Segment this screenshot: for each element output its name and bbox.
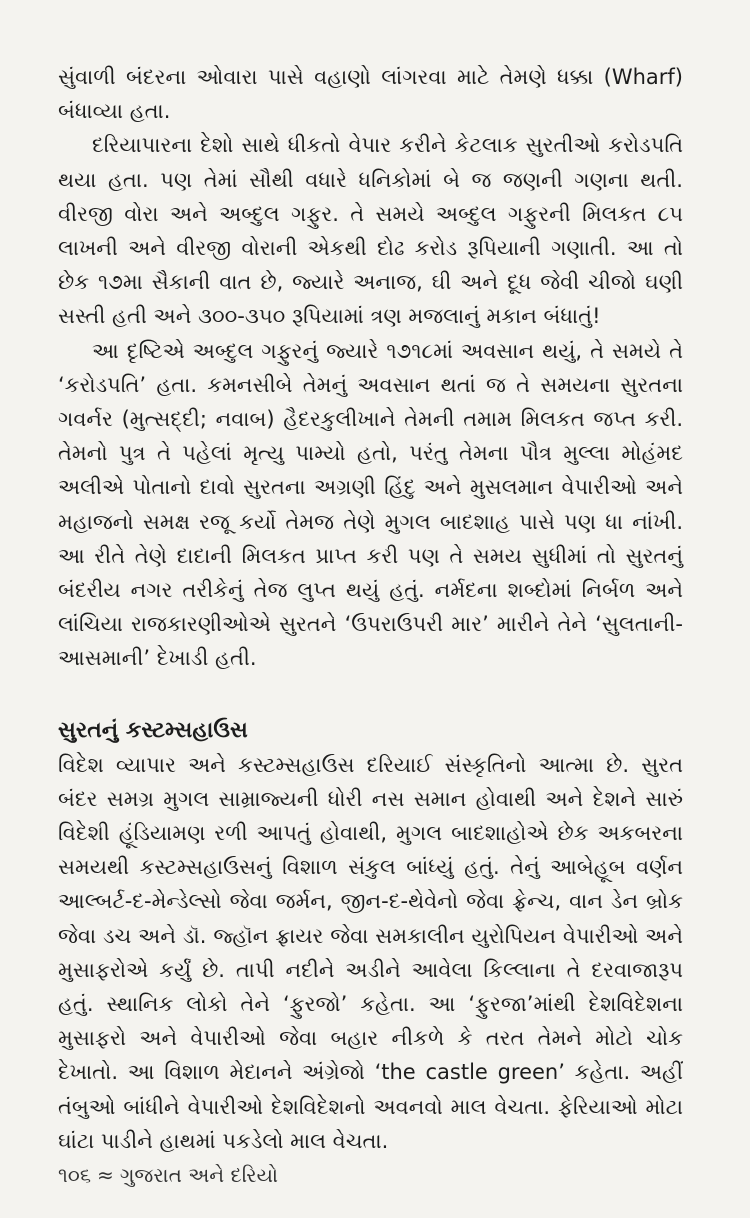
footer-separator: ≈ [97, 1163, 114, 1187]
paragraph-wharf: સુંવાળી બંદરના ઓવારા પાસે વહાણો લાંગરવા માટે તેમણે ધક્કા (Wharf) બંધાવ્યા હતા. [58, 65, 683, 124]
paragraph-customs-house: વિદેશ વ્યાપાર અને કસ્ટમ્સહાઉસ દરિયાઈ સંસ્કૃતિનો આત્મા છે. સુરત બંદર સમગ્ર મુગલ સામ્રાજ્યની ધોરી નસ સમાન હોવાથી અને દેશને સારું વિદેશી હૂંડિયામણ રળી આપતું હોવાથી, મુગલ બાદશાહોએ છેક અકબરના સમયથી કસ્ટમ્સહાઉસનું વિશાળ સંકુલ બાંધ્યું હતું. તેનું આબેહૂબ વર્ણન આલ્બર્ટ-દ-મેન્ડેલ્સો જેવા જર્મન, જીન-દ-થેવેનો જેવા ફ્રેન્ચ, વાન ડેન બ્રોક જેવા ડચ અને ડૉ. જ્હૉન ફ્રાયર જેવા સમકાલીન યુરોપિયન વેપારીઓ અને મુસાફરોએ કર્યું છે. તાપી નદીને અડીને આવેલા કિલ્લાના તે દરવાજારૂપ હતું. સ્થાનિક લોકો તેને ‘ફુરજો’ કહેતા. આ ‘ફુરજા’માંથી દેશવિદેશના મુસાફરો અને વેપારીઓ જેવા બહાર નીકળે કે તરત તેમને મોટો ચોક દેખાતો. આ વિશાળ મેદાનને અંગ્રેજો ‘the castle green’ કહેતા. અહીં તંબુઓ બાંધીને વેપારીઓ દેશવિદેશનો અવનવો માલ વેચતા. ફેરિયાઓ મોટા ઘાંટા પાડીને હાથમાં પકડેલો માલ વેચતા. [58, 752, 683, 1153]
section-heading: સુરતનું કસ્ટમ્સહાઉસ [58, 717, 248, 743]
book-title: ગુજરાત અને દરિયો [119, 1163, 278, 1187]
page-number: ૧૦૬ [58, 1163, 92, 1187]
page-body [58, 60, 683, 1158]
paragraph-rich-merchants: દરિયાપારના દેશો સાથે ધીકતો વેપાર કરીને કેટલાક સુરતીઓ કરોડપતિ થયા હતા. પણ તેમાં સૌથી વધારે ધનિકોમાં બે જ જણની ગણના થતી. વીરજી વોરા અને અબ્દુલ ગફુર. તે સમયે અબ્દુલ ગફુરની મિલકત ૮૫ લાખની અને વીરજી વોરાની એકથી દોઢ કરોડ રૂપિયાની ગણાતી. આ તો છેક ૧૭મા સૈકાની વાત છે, જ્યારે અનાજ, ઘી અને દૂધ જેવી ચીજો ઘણી સસ્તી હતી અને ૩૦૦-૩૫૦ રૂપિયામાં ત્રણ મજલાનું મકાન બંધાતું! [58, 133, 683, 329]
page-footer [58, 1160, 278, 1190]
paragraph-abdul-gafur: આ દૃષ્ટિએ અબ્દુલ ગફુરનું જ્યારે ૧૭૧૮માં અવસાન થયું, તે સમયે તે ‘કરોડપતિ’ હતા. કમનસીબે તેમનું અવસાન થતાં જ તે સમયના સુરતના ગવર્નર (મુત્સદ્દી; નવાબ) હૈદરકુલીખાને તેમની તમામ મિલકત જપ્ત કરી. તેમનો પુત્ર તે પહેલાં મૃત્યુ પામ્યો હતો, પરંતુ તેમના પૌત્ર મુલ્લા મોહંમદ અલીએ પોતાનો દાવો સુરતના અગ્રણી હિંદુ અને મુસલમાન વેપારીઓ અને મહાજનો સમક્ષ રજૂ કર્યો તેમજ તેણે મુગલ બાદશાહ પાસે પણ ધા નાંખી. આ રીતે તેણે દાદાની મિલકત પ્રાપ્ત કરી પણ તે સમય સુધીમાં તો સુરતનું બંદરીય નગર તરીકેનું તેજ લુપ્ત થયું હતું. નર્મદના શબ્દોમાં નિર્બળ અને લાંચિયા રાજકારણીઓએ સુરતને ‘ઉપરાઉપરી માર’ મારીને તેને ‘સુલતાની-આસમાની’ દેખાડી હતી. [58, 338, 683, 671]
